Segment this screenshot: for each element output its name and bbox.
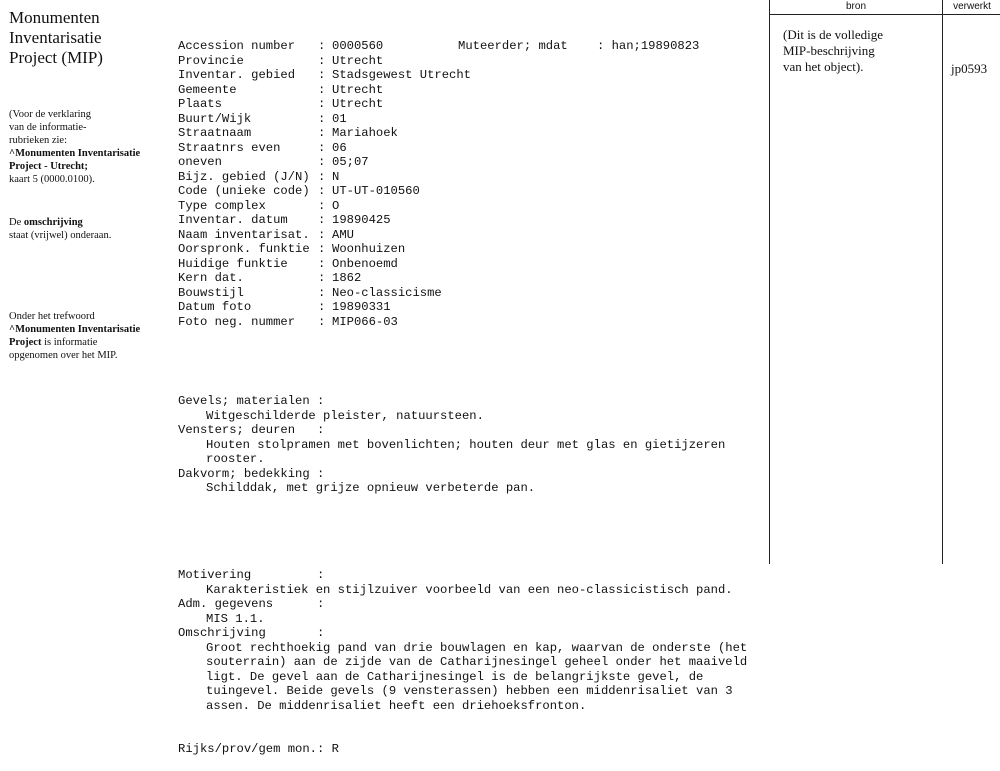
field-value: Mariahoek <box>332 126 398 140</box>
record-field-row <box>178 83 768 98</box>
note-line-bold: ^Monumenten Inventarisatie <box>9 148 141 159</box>
field-key: Type complex <box>178 198 266 213</box>
note-line: Onder het trefwoord <box>9 311 95 322</box>
section-heading: Dakvorm; bedekking : <box>178 466 325 481</box>
record-field-row <box>178 97 768 112</box>
note-line-bold: ^Monumenten Inventarisatie <box>9 324 141 335</box>
field-key: Huidige funktie <box>178 256 288 271</box>
source-table-header <box>770 0 1000 15</box>
source-note-line: (Dit is de volledige <box>783 27 884 42</box>
record-field-row <box>178 155 768 170</box>
field-colon: : <box>318 126 326 140</box>
record-field-row <box>178 184 768 199</box>
note-line: opgenomen over het MIP. <box>9 350 118 361</box>
note-line: (Voor de verklaring <box>9 109 92 120</box>
record-field-row <box>178 126 768 141</box>
field-key: Code (unieke code) <box>178 184 310 198</box>
section-heading: Vensters; deuren : <box>178 423 325 437</box>
field-colon: : <box>318 169 326 184</box>
field-colon: : <box>318 184 326 198</box>
note-line: kaart 5 (0000.0100). <box>9 174 95 185</box>
field-value: Onbenoemd <box>332 256 398 271</box>
column-header-verwerkt: verwerkt <box>953 1 991 12</box>
record-field-row <box>178 54 768 69</box>
note-text: is informatie <box>41 337 98 348</box>
field-colon: : <box>318 140 326 155</box>
source-table <box>769 0 1000 564</box>
field-value: 0000560 <box>332 39 384 53</box>
record-field-row <box>178 315 768 330</box>
processed-code: jp0593 <box>951 61 988 76</box>
field-colon: : <box>318 300 326 314</box>
field-key: Bouwstijl <box>178 285 244 300</box>
field-value: UT-UT-010560 <box>332 184 420 198</box>
field-value: 01 <box>332 111 347 126</box>
note-line: staat (vrijwel) onderaan. <box>9 230 112 241</box>
section-text: tuingevel. Beide gevels (9 vensterassen) hebben een middenrisaliet van 3 <box>206 684 733 698</box>
record-field-row <box>178 170 768 185</box>
record-field-row <box>178 39 768 54</box>
field-value: 05;07 <box>332 155 369 169</box>
field-colon: : <box>318 39 326 53</box>
field-colon: : <box>318 227 326 242</box>
source-note-line: MIP-beschrijving <box>783 43 875 58</box>
section-text: Schilddak, met grijze opnieuw verbeterde pan. <box>206 481 536 495</box>
field-colon: : <box>318 285 326 300</box>
note-text-bold: omschrijving <box>23 217 83 228</box>
left-title-line: Inventarisatie <box>9 28 102 47</box>
field-key: Buurt/Wijk <box>178 111 252 126</box>
record-field-row <box>178 242 768 257</box>
left-note-keyword <box>9 310 174 362</box>
field-key: Inventar. gebied <box>178 68 296 82</box>
field-colon: : <box>318 198 326 213</box>
left-title <box>9 8 169 68</box>
left-title-line: Monumenten <box>9 8 100 27</box>
source-note-line: van het object). <box>783 59 864 74</box>
field-colon: : <box>318 314 326 329</box>
field-key: Plaats <box>178 97 222 111</box>
section-heading: Adm. gegevens : <box>178 597 325 611</box>
field-key: Accession number <box>178 39 296 53</box>
field-value: Neo-classicisme <box>332 285 442 300</box>
field-colon: : <box>318 242 326 256</box>
note-text-bold: Project <box>9 337 42 348</box>
record-sections-2 <box>178 568 768 713</box>
field-value: Utrecht <box>332 97 384 111</box>
left-note-legend <box>9 108 174 186</box>
record-field-row <box>178 199 768 214</box>
record-field-row <box>178 112 768 127</box>
left-title-line: Project (MIP) <box>9 48 103 67</box>
note-line: van de informatie- <box>9 122 87 133</box>
section-text: rooster. <box>206 452 265 466</box>
field-key: Kern dat. <box>178 271 244 285</box>
field-key: Oorspronk. funktie <box>178 242 310 256</box>
field-value: Woonhuizen <box>332 242 406 256</box>
field-value: N <box>332 169 340 184</box>
field-colon: : <box>318 53 326 68</box>
field-mutator: Muteerder; mdat : han;19890823 <box>458 39 700 53</box>
field-value: 19890425 <box>332 213 391 227</box>
field-key: Naam inventarisat. <box>178 227 310 242</box>
note-line: rubrieken zie: <box>9 135 68 146</box>
section-text: Houten stolpramen met bovenlichten; houten deur met glas en gietijzeren <box>206 437 726 452</box>
field-key: oneven <box>178 155 222 169</box>
field-key: Bijz. gebied (J/N) <box>178 169 310 184</box>
section-text: Groot rechthoekig pand van drie bouwlagen en kap, waarvan de onderste (het <box>206 640 748 655</box>
field-value: MIP066-03 <box>332 314 398 329</box>
field-value: Stadsgewest Utrecht <box>332 68 471 82</box>
field-colon: : <box>318 82 326 97</box>
field-colon: : <box>318 68 326 82</box>
field-colon: : <box>318 97 326 111</box>
field-colon: : <box>318 213 326 227</box>
record-field-row <box>178 271 768 286</box>
record-field-row <box>178 286 768 301</box>
field-value: 1862 <box>332 271 362 285</box>
record-field-row <box>178 257 768 272</box>
record-field-row <box>178 228 768 243</box>
column-header-bron: bron <box>845 1 866 12</box>
section-text: Witgeschilderde pleister, natuursteen. <box>206 408 484 423</box>
field-key: Straatnaam <box>178 126 252 140</box>
field-key: Inventar. datum <box>178 213 288 227</box>
field-colon: : <box>318 111 326 126</box>
note-line-bold: Project - Utrecht; <box>9 161 88 172</box>
field-value: O <box>332 198 340 213</box>
left-note-description <box>9 216 174 242</box>
field-colon: : <box>318 155 326 169</box>
field-value: Utrecht <box>332 53 384 68</box>
field-value: 06 <box>332 140 347 155</box>
field-key: Datum foto <box>178 300 252 314</box>
section-heading: Motivering : <box>178 568 325 582</box>
column-divider <box>942 0 943 564</box>
record-field-row <box>178 68 768 83</box>
record-field-row <box>178 213 768 228</box>
record-field-row <box>178 300 768 315</box>
field-colon: : <box>318 271 326 285</box>
field-key: Gemeente <box>178 82 237 97</box>
section-text: Karakteristiek en stijlzuiver voorbeeld van een neo-classicistisch pand. <box>206 582 733 597</box>
section-heading: Omschrijving : <box>178 626 325 640</box>
note-text: De <box>9 217 24 228</box>
source-note <box>783 27 933 75</box>
field-key: Provincie <box>178 53 244 68</box>
field-key: Foto neg. nummer <box>178 314 296 329</box>
section-text: ligt. De gevel aan de Catharijnesingel is de belangrijkste gevel, de <box>206 669 704 684</box>
mip-record <box>178 10 768 771</box>
record-field-row <box>178 141 768 156</box>
section-heading: Gevels; materialen : <box>178 394 325 408</box>
field-value: AMU <box>332 227 354 242</box>
field-value: Utrecht <box>332 82 384 97</box>
record-last-line: Rijks/prov/gem mon.: R <box>178 742 339 756</box>
field-key: Straatnrs even <box>178 140 281 155</box>
section-text: souterrain) aan de zijde van de Catharijnesingel geheel onder het maaiveld <box>206 655 748 669</box>
field-colon: : <box>318 256 326 271</box>
section-text: MIS 1.1. <box>206 611 265 626</box>
record-sections <box>178 394 768 496</box>
field-value: 19890331 <box>332 300 391 314</box>
record-fields <box>178 39 768 329</box>
section-text: assen. De middenrisaliet heeft een driehoeksfronton. <box>206 698 587 713</box>
